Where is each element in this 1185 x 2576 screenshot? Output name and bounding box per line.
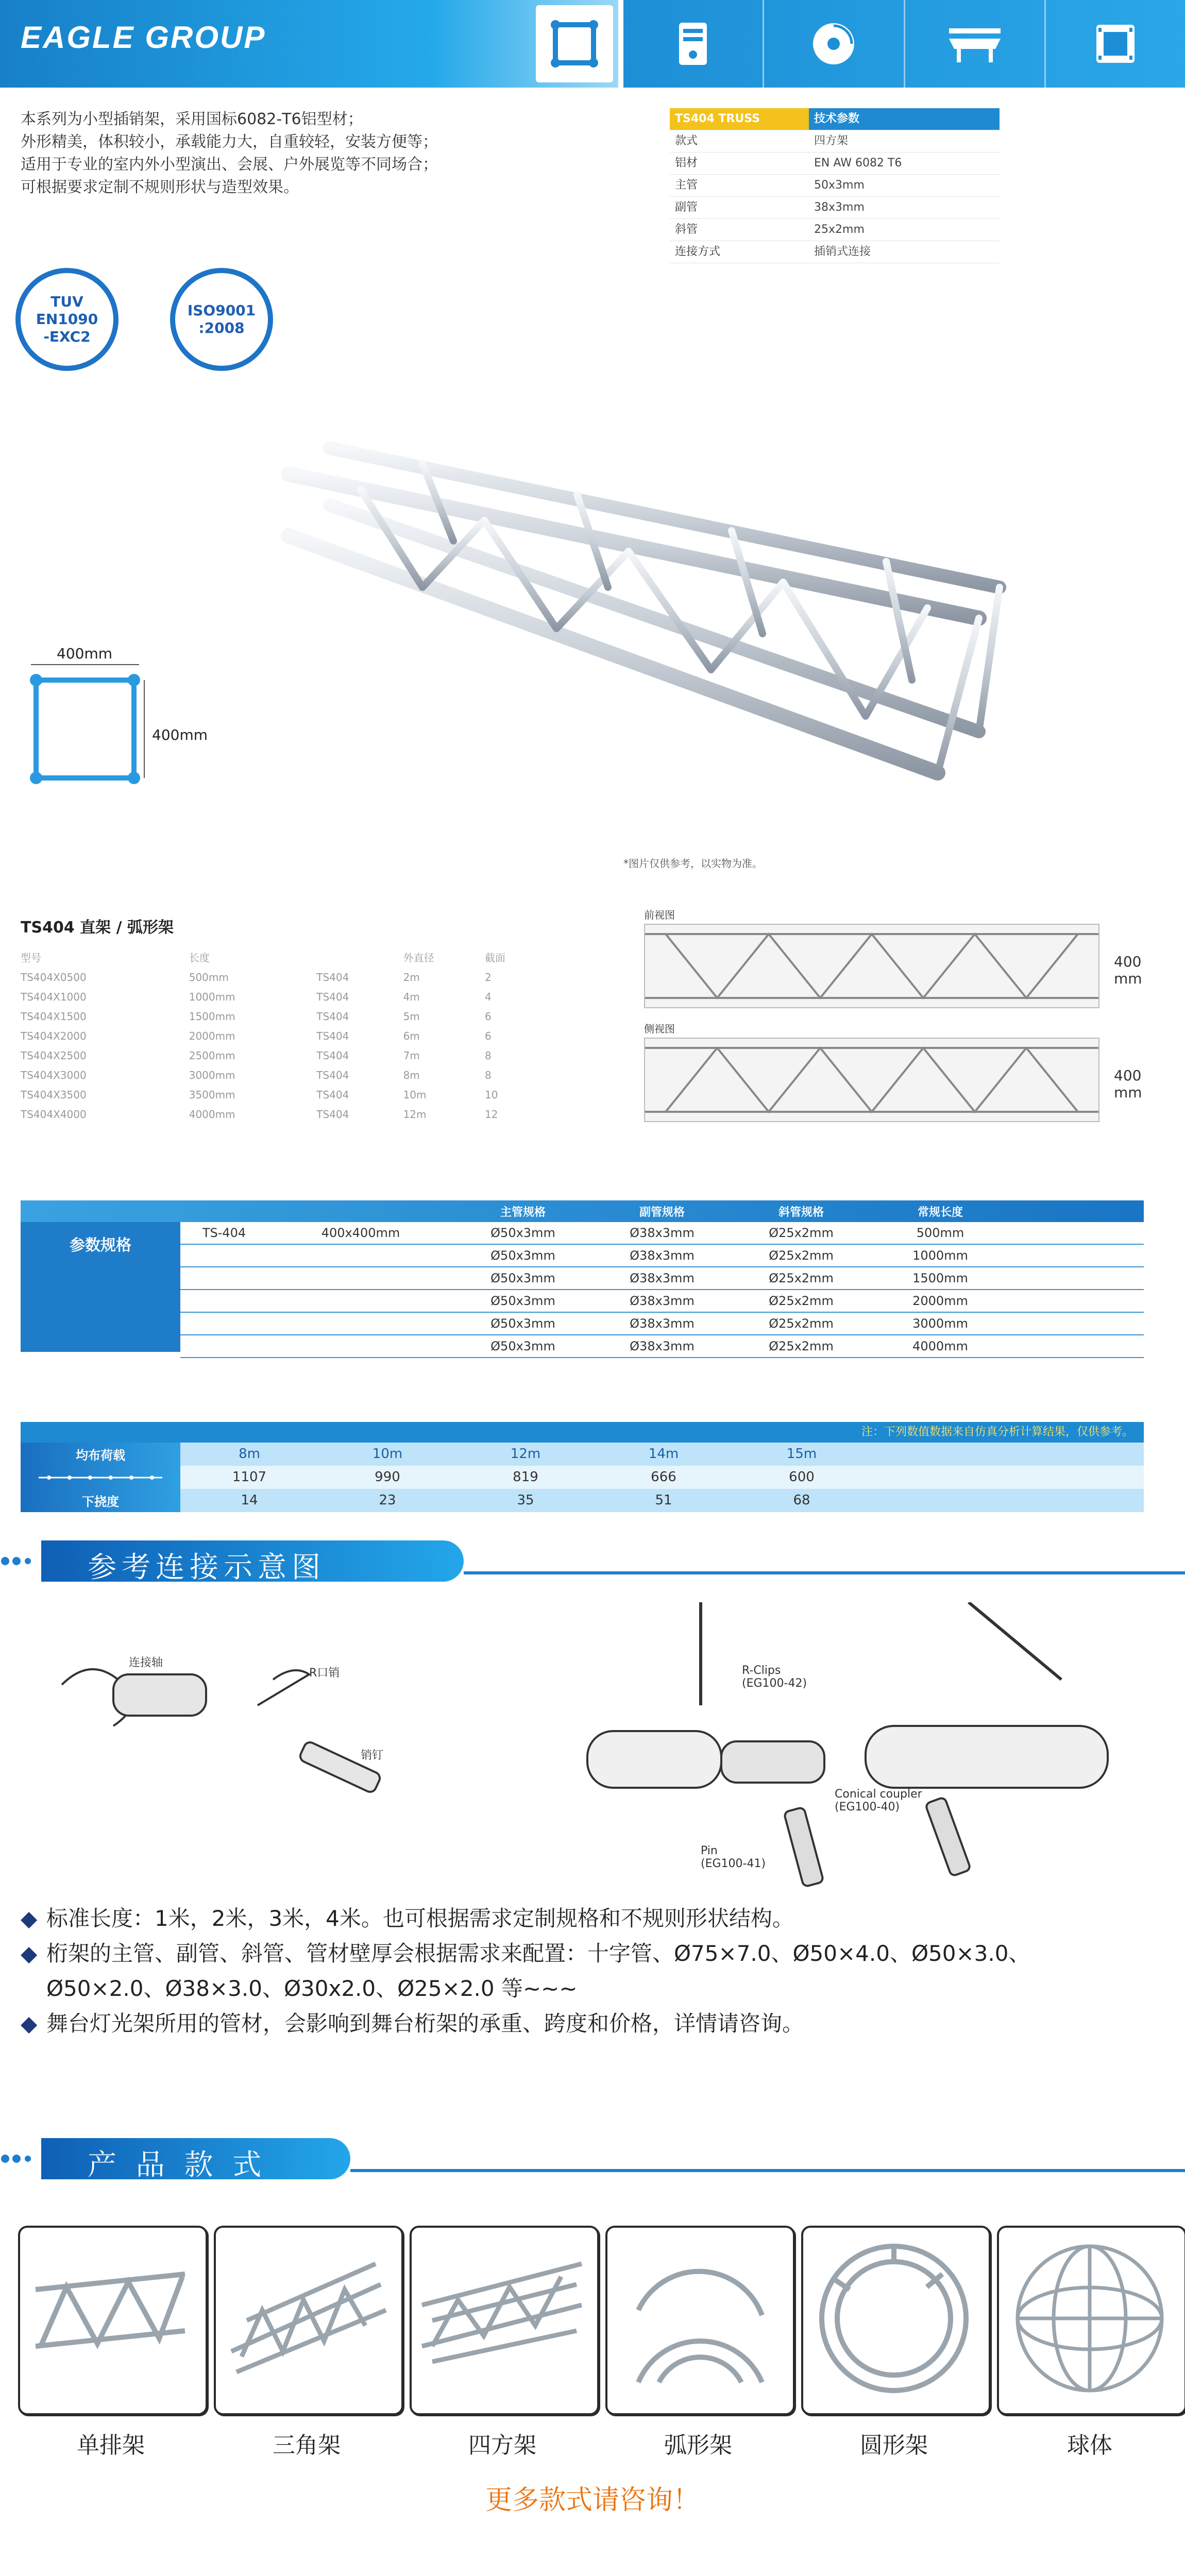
intro-line: 可根据要求定制不规则形状与造型效果。: [21, 178, 299, 196]
bullet-text: 桁架的主管、副管、斜管、管材壁厚会根据需求来配置：十字管、Ø75×7.0、Ø50×4.0、Ø50×3.0、: [46, 1941, 1030, 1966]
table-cell: TS404X3500: [21, 1089, 87, 1101]
table-cell: Ø25x2mm: [769, 1339, 834, 1353]
table-row: [21, 1026, 536, 1046]
top-view-label: 侧视图: [644, 1023, 675, 1035]
style-card-arc[interactable]: [605, 2226, 795, 2415]
table-row: [180, 1222, 1144, 1245]
table-header: 常规长度: [917, 1206, 963, 1219]
bullet-item: [21, 1901, 1164, 1936]
table-cell: 3500mm: [189, 1089, 235, 1101]
spec-header-row: [670, 108, 1000, 130]
table-cell: 23: [379, 1493, 396, 1508]
intro-line: 适用于专业的室内外小型演出、会展、户外展览等不同场合；: [21, 156, 438, 174]
table-cell: 10: [485, 1089, 498, 1101]
more-styles-text: 更多款式请咨询！: [485, 2485, 700, 2516]
table-cell: TS404X0500: [21, 971, 87, 984]
bullet-text: Ø50×2.0、Ø38×3.0、Ø30x2.0、Ø25×2.0 等~~~: [46, 1976, 578, 2001]
table-cell: Ø38x3mm: [630, 1339, 695, 1353]
table-row: [21, 1007, 536, 1026]
table-cell: 500mm: [916, 1226, 964, 1240]
spec-value: 四方架: [814, 134, 849, 147]
cross-section-diagram: [21, 645, 208, 804]
spec-row: [670, 219, 1000, 241]
spec-key: 款式: [675, 134, 698, 147]
image-note: *图片仅供参考，以实物为准。: [623, 857, 763, 870]
style-card-sphere[interactable]: [997, 2226, 1185, 2415]
spec-header-label: 技术参数: [814, 112, 860, 125]
spec-value: 38x3mm: [814, 201, 865, 214]
table-cell: 600: [789, 1469, 815, 1485]
table-row: [21, 987, 536, 1007]
table-cell: TS404X2000: [21, 1030, 87, 1042]
table-cell: 1500mm: [912, 1271, 968, 1285]
table-cell: 4000mm: [189, 1108, 235, 1121]
connection-diagram: [31, 1602, 1164, 1891]
badge-line: EN1090: [36, 311, 98, 328]
parameter-table: [21, 1200, 1144, 1358]
spec-key: 铝材: [675, 157, 698, 170]
table-cell: 2000mm: [912, 1294, 968, 1308]
spec-key: 连接方式: [675, 245, 721, 258]
section-title: 参考连接示意图: [88, 1551, 326, 1584]
cross-section-width: 400mm: [57, 645, 112, 662]
table-cell: 666: [651, 1469, 676, 1485]
table-cell: TS404: [316, 1069, 349, 1081]
table-row: [180, 1335, 1144, 1358]
table-row: [180, 1267, 1144, 1290]
table-cell: 1500mm: [189, 1010, 235, 1023]
table-cell: Ø38x3mm: [630, 1271, 695, 1285]
table-cell: 6m: [403, 1030, 420, 1042]
table-cell: Ø25x2mm: [769, 1294, 834, 1308]
table-cell: 5m: [403, 1010, 420, 1023]
table-cell: 10m: [372, 1446, 403, 1462]
table-cell: Ø38x3mm: [630, 1226, 695, 1240]
table-cell: 1000mm: [189, 991, 235, 1003]
top-view-drawing: [644, 1038, 1142, 1122]
table-header: 长度: [189, 952, 210, 964]
table-cell: 51: [655, 1493, 672, 1508]
spec-row: [670, 175, 1000, 197]
table-cell: 14m: [648, 1446, 679, 1462]
table-cell: TS404: [316, 1089, 349, 1101]
table-cell: 12m: [510, 1446, 541, 1462]
badge-line: :2008: [198, 319, 245, 336]
server-icon: [623, 0, 764, 88]
pin-full-label: Pin (EG100-41): [701, 1844, 766, 1870]
table-cell: 400x400mm: [321, 1226, 400, 1240]
table-header: 截面: [485, 952, 505, 964]
table-cell: 2000mm: [189, 1030, 235, 1042]
deflection-label: 下挠度: [82, 1495, 119, 1509]
table-row: [21, 1085, 536, 1105]
table-cell: Ø50x3mm: [490, 1271, 555, 1285]
table-header: 主管规格: [500, 1206, 546, 1219]
load-table-labels: [21, 1443, 180, 1512]
table-cell: 990: [375, 1469, 400, 1485]
front-view-drawing: [644, 924, 1142, 1008]
table-cell: TS404: [316, 1049, 349, 1062]
table-cell: Ø50x3mm: [490, 1226, 555, 1240]
spec-row: [670, 241, 1000, 263]
load-label: 均布荷载: [76, 1448, 125, 1463]
table-cell: 3000mm: [189, 1069, 235, 1081]
table-row: [21, 968, 536, 987]
table-cell: 4: [485, 991, 492, 1003]
load-table: [21, 1422, 1144, 1512]
table-cell: 6: [485, 1030, 492, 1042]
table-cell: 3000mm: [912, 1316, 968, 1331]
section-header-connection: [0, 1535, 1185, 1587]
span-row: [180, 1443, 1144, 1466]
table-cell: 4000mm: [912, 1339, 968, 1353]
table-header: [180, 1200, 268, 1222]
table-cell: Ø50x3mm: [490, 1294, 555, 1308]
table-row: [180, 1245, 1144, 1267]
model-table-title: TS404 直架 / 弧形架: [21, 919, 174, 937]
table-cell: 10m: [403, 1089, 427, 1101]
spec-row: [670, 152, 1000, 175]
bullet-text: 舞台灯光架所用的管材，会影响到舞台桁架的承重、跨度和价格，详情请咨询。: [46, 2011, 804, 2036]
top-view-dimension: 400 mm: [1114, 1067, 1142, 1101]
style-label: 单排架: [77, 2432, 145, 2459]
table-cell: TS404X2500: [21, 1049, 87, 1062]
style-label: 四方架: [468, 2432, 536, 2459]
table-cell: Ø25x2mm: [769, 1316, 834, 1331]
table-header: 副管规格: [639, 1206, 685, 1219]
truss-views: [644, 907, 1159, 1122]
table-cell: 15m: [786, 1446, 817, 1462]
style-card-single[interactable]: [18, 2226, 208, 2415]
table-cell: 35: [517, 1493, 534, 1508]
table-cell: Ø25x2mm: [769, 1271, 834, 1285]
table-cell: 8: [485, 1049, 492, 1062]
section-header-styles: [0, 2133, 1185, 2184]
table-cell: TS404: [316, 1030, 349, 1042]
table-header: [316, 948, 403, 968]
table-cell: 1000mm: [912, 1248, 968, 1263]
load-table-note: 注：下列数值数据来自仿真分析计算结果，仅供参考。: [21, 1422, 1144, 1443]
section-header-details: [0, 2571, 1185, 2576]
badge-line: ISO9001: [187, 302, 256, 319]
table-cell: Ø50x3mm: [490, 1248, 555, 1263]
table-cell: Ø38x3mm: [630, 1294, 695, 1308]
cross-section-height: 400mm: [152, 726, 208, 743]
table-cell: 4m: [403, 991, 420, 1003]
table-cell: 68: [793, 1493, 810, 1508]
table-cell: TS404X1000: [21, 991, 87, 1003]
tuv-certification-badge: [15, 268, 118, 371]
film-icon: [1046, 0, 1185, 88]
bullet-icon: ◆: [21, 2011, 38, 2036]
table-row: [21, 1046, 536, 1065]
table-cell: 1107: [232, 1469, 267, 1485]
table-row: [180, 1290, 1144, 1313]
spec-header-model: TS404 TRUSS: [670, 108, 809, 130]
spec-key: 主管: [675, 179, 698, 192]
logo-frame-icon: [536, 5, 613, 82]
model-table-header: [21, 948, 536, 968]
table-cell: TS404X4000: [21, 1108, 87, 1121]
table-cell: 2: [485, 971, 492, 984]
table-header: 型号: [21, 952, 41, 964]
table-cell: 12: [485, 1108, 498, 1121]
spec-value: 50x3mm: [814, 179, 865, 192]
load-illustration: [21, 1466, 180, 1489]
spec-value: EN AW 6082 T6: [814, 157, 902, 170]
spec-bullets: [21, 1901, 1164, 2041]
table-cell: Ø38x3mm: [630, 1316, 695, 1331]
table-cell: TS404: [316, 1108, 349, 1121]
table-header: [21, 1200, 180, 1222]
table-cell: TS404X1500: [21, 1010, 87, 1023]
table-cell: TS-404: [202, 1226, 246, 1240]
pin-label: 销钉: [361, 1749, 384, 1762]
spec-row: [670, 197, 1000, 219]
style-label: 球体: [1067, 2432, 1112, 2459]
table-header: 外直径: [403, 952, 434, 964]
intro-line: 外形精美，体积较小，承载能力大，自重较轻，安装方便等；: [21, 133, 438, 151]
badge-line: -EXC2: [43, 328, 91, 345]
spec-row: [670, 130, 1000, 152]
table-cell: Ø50x3mm: [490, 1316, 555, 1331]
table-cell: 8m: [239, 1446, 260, 1462]
bullet-item: [21, 1936, 1164, 1971]
intro-line: 本系列为小型插销架，采用国标6082-T6铝型材；: [21, 110, 363, 128]
table-cell: TS404: [316, 971, 349, 984]
table-row: [180, 1313, 1144, 1335]
table-cell: 7m: [403, 1049, 420, 1062]
front-view-label: 前视图: [644, 909, 675, 921]
table-cell: 8: [485, 1069, 492, 1081]
table-cell: TS404X3000: [21, 1069, 87, 1081]
table-cell: 2m: [403, 971, 420, 984]
table-row: [21, 1105, 536, 1124]
intro-text: [21, 108, 613, 199]
table-cell: TS404: [316, 1010, 349, 1023]
table-cell: 6: [485, 1010, 492, 1023]
coupler-label: Conical coupler (EG100-40): [835, 1788, 922, 1814]
r-clips-label: R-Clips (EG100-42): [742, 1664, 807, 1690]
section-title: 产 品 款 式: [88, 2148, 267, 2182]
load-row: [180, 1466, 1144, 1489]
product-styles: [10, 2226, 1175, 2576]
table-header: 斜管规格: [778, 1206, 824, 1219]
model-table: [21, 948, 536, 1124]
parameter-table-label: 参数规格: [21, 1222, 180, 1352]
header-icon-strip: [623, 0, 1185, 88]
style-label: 三角架: [273, 2432, 341, 2459]
style-card-triangle[interactable]: [214, 2226, 403, 2415]
table-cell: Ø38x3mm: [630, 1248, 695, 1263]
table-cell: 500mm: [189, 971, 229, 984]
spec-value: 插销式连接: [814, 245, 871, 258]
bullet-text: 标准长度：1米，2米，3米，4米。也可根据需求定制规格和不规则形状结构。: [46, 1906, 794, 1931]
spec-key: 斜管: [675, 223, 698, 236]
brand-title: EAGLE GROUP: [21, 20, 266, 55]
disc-icon: [764, 0, 905, 88]
table-cell: Ø50x3mm: [490, 1339, 555, 1353]
parameter-table-header: [21, 1200, 1144, 1222]
front-view-dimension: 400 mm: [1114, 953, 1142, 987]
style-card-square[interactable]: [410, 2226, 599, 2415]
spec-value: 25x2mm: [814, 223, 865, 236]
table-cell: 14: [241, 1493, 258, 1508]
style-label: 弧形架: [664, 2432, 732, 2459]
table-cell: 2500mm: [189, 1049, 235, 1062]
truss-product-image: [268, 412, 1015, 824]
table-cell: 12m: [403, 1108, 427, 1121]
spec-key: 副管: [675, 201, 698, 214]
badge-line: TUV: [50, 293, 83, 310]
style-card-circle[interactable]: [801, 2226, 991, 2415]
pin-connector-label: 连接轴: [129, 1656, 163, 1669]
spec-table: [670, 108, 1000, 263]
table-cell: Ø25x2mm: [769, 1226, 834, 1240]
r-clip-label: R口销: [309, 1667, 340, 1680]
iso-certification-badge: [170, 268, 273, 371]
bullet-item: [21, 2006, 1164, 2041]
table-cell: Ø25x2mm: [769, 1248, 834, 1263]
bullet-item: [21, 1971, 1164, 2006]
table-cell: TS404: [316, 991, 349, 1003]
bullet-icon: ◆: [21, 1906, 38, 1931]
deflection-row: [180, 1489, 1144, 1512]
bullet-icon: ◆: [21, 1941, 38, 1966]
table-cell: 8m: [403, 1069, 420, 1081]
stage-icon: [905, 0, 1046, 88]
table-cell: 819: [513, 1469, 538, 1485]
style-label: 圆形架: [860, 2432, 928, 2459]
table-row: [21, 1065, 536, 1085]
